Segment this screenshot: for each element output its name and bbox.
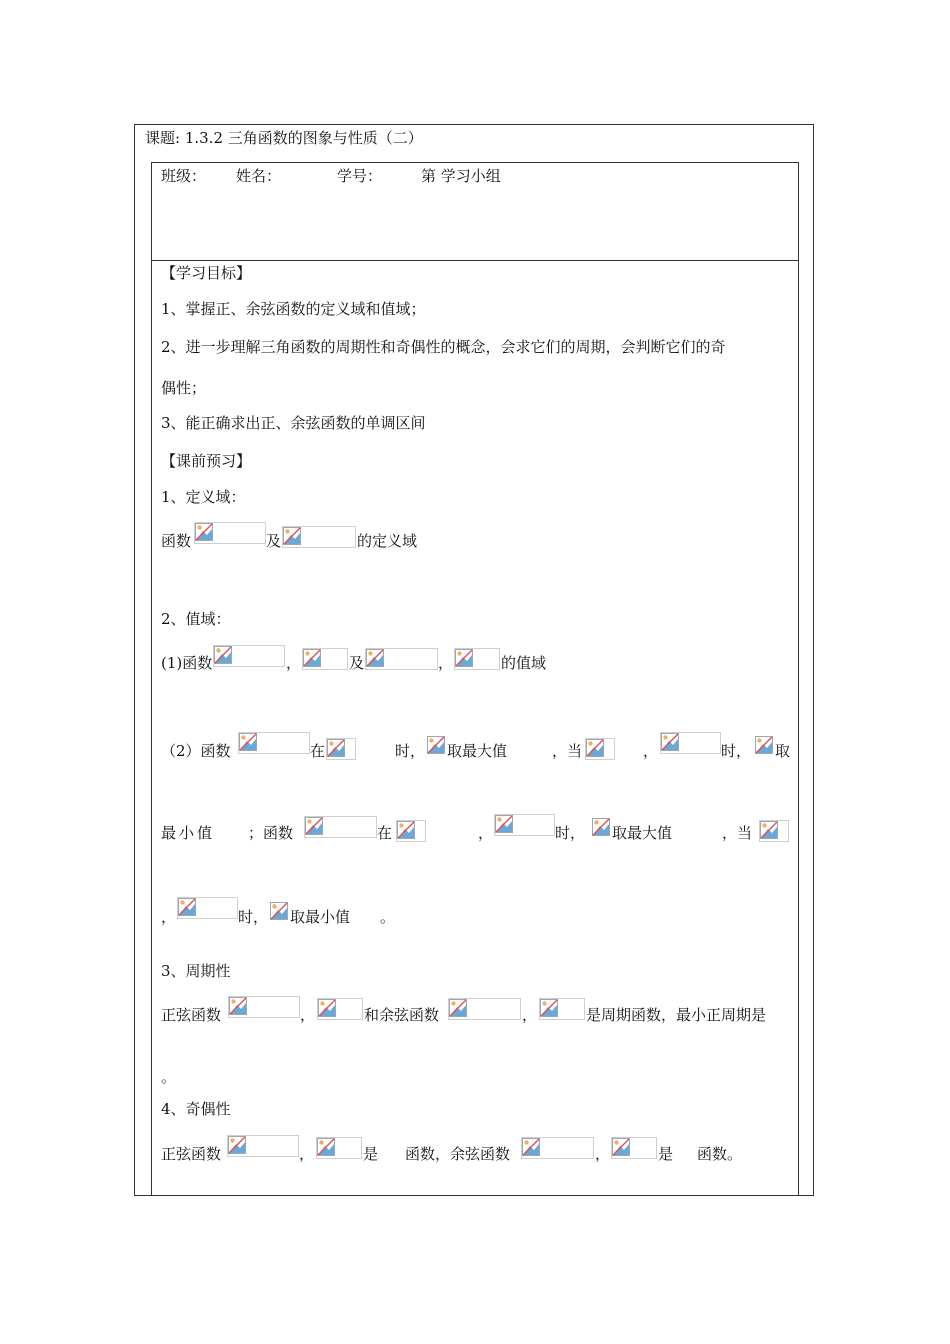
range-text: （2）函数 [161, 742, 231, 760]
broken-image-icon [229, 997, 247, 1015]
formula-image [177, 897, 238, 919]
lesson-title: 课题: 1.3.2 三角函数的图象与性质（二） [145, 129, 423, 147]
formula-image [302, 648, 348, 670]
formula-image [317, 998, 363, 1020]
domain-text: 的定义域 [357, 532, 418, 550]
range-text: 时， [555, 824, 586, 842]
broken-image-icon [449, 999, 467, 1017]
period-text: ， [522, 1006, 538, 1024]
broken-image-icon [228, 1136, 246, 1154]
range-text: ， [286, 654, 302, 672]
number-label: 学号： [337, 167, 383, 185]
range-text: (1)函数 [161, 654, 213, 672]
parity-text: 函数。 [697, 1145, 743, 1163]
group-label: 第 学习小组 [421, 167, 501, 185]
class-label: 班级： [161, 167, 207, 185]
broken-image-icon [612, 1138, 630, 1156]
formula-image [304, 816, 377, 838]
range-text: 取最小值 [290, 908, 351, 926]
formula-image [270, 902, 290, 924]
range-text: 时， [395, 742, 426, 760]
broken-image-icon [327, 739, 345, 757]
objective-item: 3、能正确求出正、余弦函数的单调区间 [161, 414, 426, 432]
period-text: ， [300, 1006, 316, 1024]
broken-image-icon [214, 646, 232, 664]
range-text: 取 [775, 742, 791, 760]
period-text: 和余弦函数 [364, 1006, 440, 1024]
broken-image-icon [270, 902, 288, 920]
broken-image-icon [760, 821, 778, 839]
objective-item: 1、掌握正、余弦函数的定义域和值域； [161, 300, 426, 318]
broken-image-icon [586, 739, 604, 757]
range-text: ， [438, 654, 454, 672]
formula-image [427, 736, 447, 758]
broken-image-icon [522, 1138, 540, 1156]
broken-image-icon [283, 527, 301, 545]
broken-image-icon [427, 736, 445, 754]
broken-image-icon [661, 733, 679, 751]
broken-image-icon [366, 649, 384, 667]
range-text: 。 [380, 908, 396, 926]
parity-text: 函数，余弦函数 [405, 1145, 511, 1163]
formula-image [194, 522, 266, 544]
domain-text: 函数 [161, 532, 192, 550]
objectives-heading: 【学习目标】 [161, 264, 252, 282]
formula-image [454, 648, 500, 670]
formula-image [227, 1135, 299, 1157]
range-text: 在 [377, 824, 393, 842]
preview-heading: 【课前预习】 [161, 452, 252, 470]
formula-image [539, 998, 585, 1020]
parity-text: ， [299, 1145, 315, 1163]
formula-image [316, 1137, 362, 1159]
formula-image [448, 998, 521, 1020]
formula-image [213, 645, 285, 667]
broken-image-icon [318, 999, 336, 1017]
formula-image [282, 526, 356, 548]
formula-image [755, 736, 775, 758]
broken-image-icon [397, 821, 415, 839]
formula-image [660, 732, 721, 754]
range-text: 时， [721, 742, 752, 760]
broken-image-icon [455, 649, 473, 667]
period-text: 。 [161, 1068, 177, 1086]
broken-image-icon [592, 818, 610, 836]
broken-image-icon [317, 1138, 335, 1156]
broken-image-icon [495, 815, 513, 833]
section-divider [151, 260, 799, 261]
broken-image-icon [755, 736, 773, 754]
range-text: ，当 [722, 824, 753, 842]
formula-image [365, 648, 438, 670]
range-text: ， [643, 742, 659, 760]
formula-image [521, 1137, 594, 1159]
parity-text: 是 [658, 1145, 674, 1163]
formula-image [585, 738, 615, 760]
parity-heading: 4、奇偶性 [161, 1100, 231, 1118]
objective-item-continued: 偶性； [161, 379, 207, 397]
formula-image [611, 1137, 657, 1159]
broken-image-icon [239, 733, 257, 751]
objective-item: 2、进一步理解三角函数的周期性和奇偶性的概念，会求它们的周期，会判断它们的奇 [161, 338, 726, 356]
broken-image-icon [540, 999, 558, 1017]
range-text: 最小值 [161, 824, 216, 842]
range-text: 及 [349, 654, 365, 672]
parity-text: 是 [363, 1145, 379, 1163]
range-text: 取最大值 [612, 824, 673, 842]
range-text: 的值域 [501, 654, 547, 672]
formula-image [592, 818, 612, 840]
formula-image [238, 732, 310, 754]
domain-heading: 1、定义域： [161, 488, 246, 506]
formula-image [396, 820, 426, 842]
formula-image [326, 738, 356, 760]
range-heading: 2、值域： [161, 610, 231, 628]
range-text: 取最大值 [447, 742, 508, 760]
formula-image [494, 814, 555, 836]
formula-image [228, 996, 300, 1018]
range-text: ，当 [552, 742, 583, 760]
parity-text: ， [595, 1145, 611, 1163]
domain-text: 及 [266, 532, 282, 550]
broken-image-icon [303, 649, 321, 667]
name-label: 姓名： [236, 167, 282, 185]
period-text: 是周期函数，最小正周期是 [586, 1006, 767, 1024]
range-text: 在 [310, 742, 326, 760]
broken-image-icon [195, 523, 213, 541]
range-text: ， [478, 824, 494, 842]
period-text: 正弦函数 [161, 1006, 222, 1024]
formula-image [759, 820, 789, 842]
period-heading: 3、周期性 [161, 962, 231, 980]
range-text: ， [161, 908, 177, 926]
broken-image-icon [305, 817, 323, 835]
parity-text: 正弦函数 [161, 1145, 222, 1163]
range-text: ；函数 [248, 824, 294, 842]
broken-image-icon [178, 898, 196, 916]
range-text: 时， [238, 908, 269, 926]
